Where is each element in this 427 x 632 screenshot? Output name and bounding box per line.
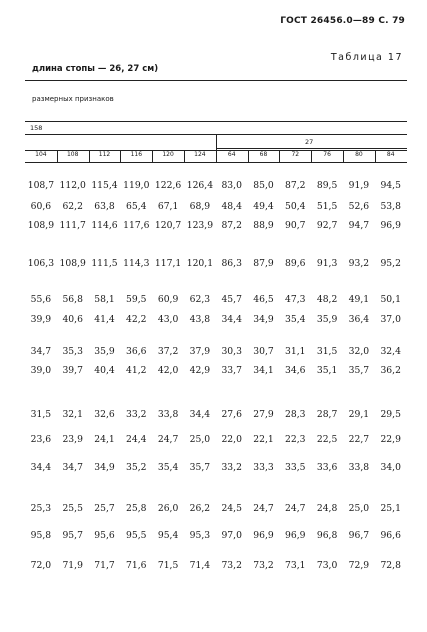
table-cell: 27,6 xyxy=(221,409,242,420)
table-cell: 49,1 xyxy=(348,294,370,305)
table-cell: 34,1 xyxy=(253,365,274,376)
table-cell: 95,3 xyxy=(189,530,211,541)
table-cell: 65,4 xyxy=(126,201,147,212)
table-cell: 71,4 xyxy=(189,560,211,571)
column-header: 124 xyxy=(194,151,206,158)
table-cell: 24,8 xyxy=(316,503,338,514)
table-cell: 34,7 xyxy=(30,346,52,357)
table-cell: 47,3 xyxy=(285,294,306,305)
table-cell: 25,0 xyxy=(348,503,370,514)
table-cell: 94,5 xyxy=(380,180,401,191)
table-cell: 46,5 xyxy=(253,294,274,305)
table-cell: 73,2 xyxy=(221,560,242,571)
table-cell: 23,9 xyxy=(62,434,83,445)
table-cell: 88,9 xyxy=(253,220,274,231)
table-cell: 71,9 xyxy=(62,560,83,571)
table-cell: 39,7 xyxy=(62,365,83,376)
table-cell: 35,4 xyxy=(157,462,179,473)
table-cell: 86,3 xyxy=(221,258,242,269)
table-cell: 120,1 xyxy=(186,258,214,269)
table-cell: 71,5 xyxy=(157,560,179,571)
table-cell: 43,8 xyxy=(189,314,211,325)
table-cell: 28,3 xyxy=(285,409,306,420)
table-cell: 67,1 xyxy=(157,201,179,212)
table-cell: 117,6 xyxy=(123,220,150,231)
table-cell: 37,9 xyxy=(189,346,211,357)
table-cell: 93,2 xyxy=(348,258,370,269)
table-cell: 31,1 xyxy=(285,346,306,357)
table-cell: 34,9 xyxy=(253,314,274,325)
table-cell: 106,3 xyxy=(27,258,55,269)
table-cell: 35,7 xyxy=(348,365,370,376)
table-cell: 37,0 xyxy=(380,314,401,325)
table-cell: 34,0 xyxy=(380,462,401,473)
table-cell: 95,8 xyxy=(30,530,52,541)
table-cell: 60,6 xyxy=(30,201,52,212)
table-cell: 23,6 xyxy=(30,434,52,445)
table-cell: 122,6 xyxy=(154,180,182,191)
table-cell: 96,9 xyxy=(285,530,306,541)
table-cell: 91,9 xyxy=(348,180,370,191)
table-cell: 120,7 xyxy=(154,220,182,231)
table-cell: 95,2 xyxy=(380,258,401,269)
table-cell: 33,8 xyxy=(157,409,179,420)
table-cell: 32,1 xyxy=(62,409,83,420)
table-cell: 36,4 xyxy=(348,314,370,325)
table-cell: 24,7 xyxy=(285,503,306,514)
table-cell: 35,4 xyxy=(285,314,306,325)
table-cell: 22,1 xyxy=(253,434,274,445)
table-cell: 24,7 xyxy=(253,503,274,514)
table-cell: 53,8 xyxy=(380,201,401,212)
column-header: 120 xyxy=(162,151,174,158)
table-cell: 71,7 xyxy=(94,560,115,571)
table-cell: 22,9 xyxy=(380,434,401,445)
table-cell: 73,1 xyxy=(285,560,306,571)
table-caption: Таблица 17 xyxy=(330,52,403,63)
table-cell: 45,7 xyxy=(221,294,242,305)
table-cell: 62,2 xyxy=(62,201,83,212)
table-cell: 95,7 xyxy=(62,530,83,541)
table-cell: 89,6 xyxy=(285,258,306,269)
table-cell: 72,8 xyxy=(380,560,401,571)
table-cell: 96,9 xyxy=(380,220,401,231)
table-cell: 24,7 xyxy=(157,434,179,445)
table-cell: 22,7 xyxy=(348,434,370,445)
table-cell: 34,4 xyxy=(221,314,242,325)
table-cell: 60,9 xyxy=(157,294,179,305)
table-cell: 39,0 xyxy=(30,365,52,376)
column-header: 68 xyxy=(259,151,268,158)
table-cell: 108,9 xyxy=(27,220,55,231)
table-cell: 114,3 xyxy=(123,258,150,269)
table-cell: 34,6 xyxy=(285,365,306,376)
table-cell: 51,5 xyxy=(316,201,338,212)
table-cell: 73,2 xyxy=(253,560,274,571)
table-cell: 35,1 xyxy=(316,365,338,376)
table-cell: 28,7 xyxy=(316,409,338,420)
table-cell: 36,6 xyxy=(126,346,147,357)
table-cell: 42,9 xyxy=(189,365,211,376)
table-cell: 24,1 xyxy=(94,434,115,445)
table-cell: 41,2 xyxy=(126,365,147,376)
table-cell: 87,2 xyxy=(221,220,242,231)
table-cell: 26,2 xyxy=(189,503,211,514)
table-cell: 95,5 xyxy=(126,530,147,541)
table-cell: 36,2 xyxy=(380,365,401,376)
table-cell: 83,0 xyxy=(221,180,242,191)
table-cell: 41,4 xyxy=(94,314,115,325)
column-header: 76 xyxy=(323,151,331,158)
table-cell: 111,5 xyxy=(91,258,118,269)
table-cell: 58,1 xyxy=(94,294,115,305)
table-cell: 22,5 xyxy=(316,434,338,445)
table-cell: 26,0 xyxy=(157,503,179,514)
column-header: 104 xyxy=(35,151,47,158)
table-cell: 63,8 xyxy=(94,201,115,212)
table-cell: 35,7 xyxy=(189,462,211,473)
table-cell: 30,7 xyxy=(253,346,274,357)
table-cell: 35,9 xyxy=(94,346,115,357)
table-cell: 37,2 xyxy=(157,346,179,357)
column-header: 84 xyxy=(386,151,395,158)
table-cell: 34,4 xyxy=(30,462,52,473)
table-cell: 92,7 xyxy=(316,220,338,231)
table-cell: 24,4 xyxy=(126,434,147,445)
table-cell: 42,0 xyxy=(157,365,179,376)
table-cell: 56,8 xyxy=(62,294,83,305)
table-cell: 72,9 xyxy=(348,560,370,571)
table-cell: 87,9 xyxy=(253,258,274,269)
table-cell: 71,6 xyxy=(126,560,147,571)
table-cell: 96,7 xyxy=(348,530,370,541)
table-cell: 117,1 xyxy=(154,258,182,269)
table-cell: 96,9 xyxy=(253,530,274,541)
table-cell: 25,8 xyxy=(126,503,147,514)
table-cell: 22,3 xyxy=(285,434,306,445)
table-cell: 52,6 xyxy=(348,201,370,212)
table-cell: 59,5 xyxy=(126,294,147,305)
group-label-right: 27 xyxy=(305,138,314,146)
column-header: 108 xyxy=(66,151,79,158)
column-header: 72 xyxy=(291,151,300,158)
table-cell: 40,6 xyxy=(62,314,83,325)
column-header: 116 xyxy=(130,151,143,158)
table-cell: 73,0 xyxy=(316,560,338,571)
table-cell: 33,3 xyxy=(253,462,274,473)
table-cell: 68,9 xyxy=(189,201,211,212)
table-cell: 33,8 xyxy=(348,462,370,473)
table-cell: 55,6 xyxy=(30,294,52,305)
table-continuation-title: длина стопы — 26, 27 см) xyxy=(32,64,159,74)
table-cell: 97,0 xyxy=(221,530,242,541)
table-cell: 72,0 xyxy=(30,560,52,571)
table-subheader: размерных признаков xyxy=(32,95,114,103)
table-cell: 62,3 xyxy=(189,294,211,305)
table-cell: 48,2 xyxy=(316,294,338,305)
table-cell: 108,7 xyxy=(27,180,55,191)
table-cell: 34,9 xyxy=(94,462,115,473)
table-cell: 40,4 xyxy=(94,365,115,376)
table-cell: 108,9 xyxy=(59,258,86,269)
table-cell: 31,5 xyxy=(30,409,52,420)
column-header: 64 xyxy=(227,151,236,158)
table-cell: 22,0 xyxy=(221,434,242,445)
table-cell: 112,0 xyxy=(59,180,86,191)
table-cell: 34,4 xyxy=(189,409,211,420)
table-cell: 50,1 xyxy=(380,294,401,305)
table-cell: 25,1 xyxy=(380,503,401,514)
column-header: 80 xyxy=(355,151,363,158)
table-cell: 90,7 xyxy=(285,220,306,231)
table-cell: 27,9 xyxy=(253,409,274,420)
table-cell: 32,4 xyxy=(380,346,401,357)
table-cell: 35,9 xyxy=(316,314,338,325)
table-cell: 32,0 xyxy=(348,346,370,357)
table-cell: 43,0 xyxy=(157,314,179,325)
table-cell: 85,0 xyxy=(253,180,274,191)
table-cell: 119,0 xyxy=(123,180,150,191)
table-cell: 91,3 xyxy=(316,258,338,269)
table-cell: 24,5 xyxy=(221,503,242,514)
table-cell: 25,3 xyxy=(30,503,52,514)
table-cell: 49,4 xyxy=(253,201,274,212)
table-cell: 33,2 xyxy=(221,462,242,473)
page-header: ГОСТ 26456.0—89 С. 79 xyxy=(280,16,405,26)
table-cell: 25,7 xyxy=(94,503,115,514)
table-cell: 111,7 xyxy=(59,220,86,231)
table-cell: 25,5 xyxy=(62,503,83,514)
table-cell: 30,3 xyxy=(221,346,242,357)
table-cell: 95,4 xyxy=(157,530,179,541)
group-label-left: 158 xyxy=(30,124,43,132)
table-cell: 115,4 xyxy=(91,180,118,191)
table-cell: 39,9 xyxy=(30,314,52,325)
column-header: 112 xyxy=(98,151,111,158)
table-cell: 35,3 xyxy=(62,346,83,357)
table-cell: 94,7 xyxy=(348,220,370,231)
table-cell: 33,7 xyxy=(221,365,242,376)
table-cell: 29,1 xyxy=(348,409,370,420)
table-cell: 34,7 xyxy=(62,462,83,473)
table-cell: 48,4 xyxy=(221,201,242,212)
table-cell: 114,6 xyxy=(91,220,118,231)
table-cell: 96,6 xyxy=(380,530,401,541)
table-cell: 32,6 xyxy=(94,409,115,420)
table-cell: 29,5 xyxy=(380,409,401,420)
table-cell: 89,5 xyxy=(316,180,338,191)
table-cell: 87,2 xyxy=(285,180,306,191)
table-cell: 33,5 xyxy=(285,462,306,473)
table-cell: 25,0 xyxy=(189,434,211,445)
table-cell: 42,2 xyxy=(126,314,147,325)
table-cell: 96,8 xyxy=(316,530,338,541)
table-cell: 33,6 xyxy=(316,462,338,473)
table-cell: 126,4 xyxy=(186,180,214,191)
table-cell: 35,2 xyxy=(126,462,147,473)
table-cell: 50,4 xyxy=(285,201,306,212)
table-cell: 33,2 xyxy=(126,409,147,420)
table-cell: 95,6 xyxy=(94,530,115,541)
table-cell: 31,5 xyxy=(316,346,338,357)
table-cell: 123,9 xyxy=(186,220,214,231)
